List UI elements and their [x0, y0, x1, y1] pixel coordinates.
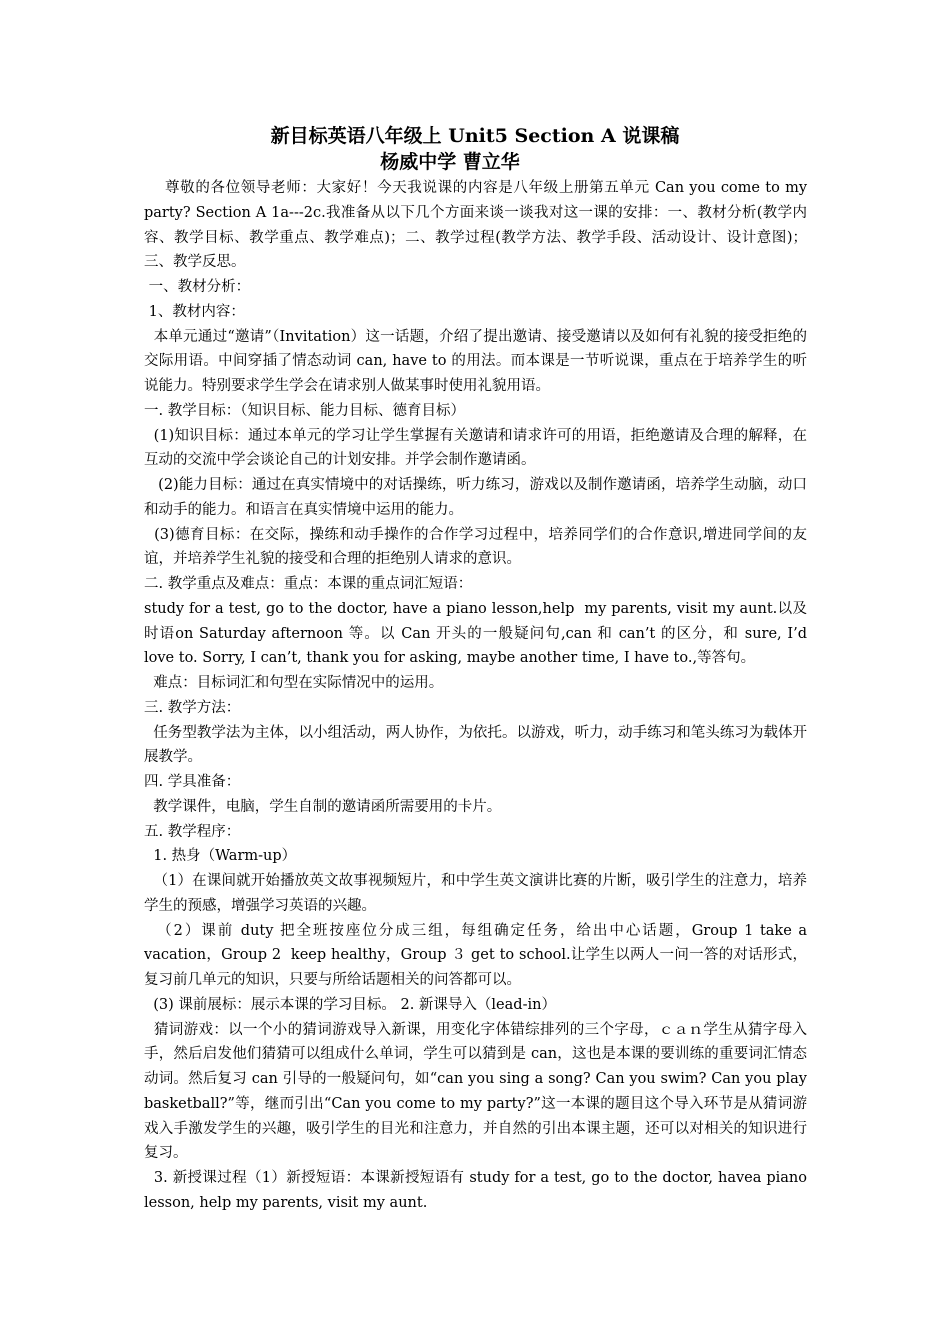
paragraph: study for a test, go to the doctor, have a piano lesson,help my parents, visit my aunt.以及时语on Saturday afternoon 等。以 Can 开头的一般疑问句,can 和 can’t 的区分，和 sure, I’d love to. Sorry, I can’t, thank you for asking, maybe another time, I have to.,等答句。: [144, 600, 812, 667]
paragraph: (3)德育目标：在交际，操练和动手操作的合作学习过程中，培养同学们的合作意识,增进同学间的友谊，并培养学生礼貌的接受和合理的拒绝别人请求的意识。: [144, 526, 807, 568]
document-author: 杨威中学 曹立华: [380, 151, 520, 173]
paragraph: 四. 学具准备：: [144, 774, 241, 790]
document-title: 新目标英语八年级上 Unit5 Section A 说课稿: [270, 125, 680, 147]
paragraph: (1)知识目标：通过本单元的学习让学生掌握有关邀请和请求许可的用语，拒绝邀请及合理的解释，在互动的交流中学会谈论自己的计划安排。并学会制作邀请函。: [144, 427, 807, 469]
paragraph: 难点：目标词汇和句型在实际情况中的运用。: [144, 675, 444, 691]
paragraph: 二. 教学重点及难点：重点：本课的重点词汇短语：: [144, 576, 473, 592]
paragraph: (3) 课前展标：展示本课的学习目标。 2. 新课导入（lead-in）: [144, 996, 556, 1013]
paragraph: （2）课前 duty 把全班按座位分成三组，每组确定任务，给出中心话题，Group 1 take a vacation，Group 2 keep healthy，Group ３ get to school.让学生以两人一问一答的对话形式，复习前几单元的知识，只要与所给话题相关的问答都可以。: [144, 922, 812, 988]
paragraph: 猜词游戏：以一个小的猜词游戏导入新课，用变化字体错综排列的三个字母，ｃａｎ学生从猜字母入手，然后启发他们猜猜可以组成什么单词，学生可以猜到是 can，这也是本课的要训练的重要词汇情态动词。然后复习 can 引导的一般疑问句，如“can you sing a song? Can you swim? Can you play basketball?”等，继而引出“Can you come to my party?”这一本课的题目这个导入环节是从猜词游戏入手激发学生的兴趣，吸引学生的目光和注意力，并自然的引出本课主题，还可以对相关的知识进行复习。: [144, 1021, 812, 1162]
paragraph: 1. 热身（Warm-up）: [144, 848, 297, 865]
paragraph: (2)能力目标：通过在真实情境中的对话操练，听力练习，游戏以及制作邀请函，培养学生动脑，动口和动手的能力。和语言在真实情境中运用的能力。: [144, 477, 807, 518]
document-body: [144, 176, 812, 1216]
paragraph: 尊敬的各位领导老师：大家好！今天我说课的内容是八年级上册第五单元 Can you come to my party? Section A 1a---2c.我准备从以下几个方面来谈一谈我对这一课的安排：一、教材分析(教学内容、教学目标、教学重点、教学难点)；二、教学过程(教学方法、教学手段、活动设计、设计意图)；三、教学反思。: [144, 180, 812, 271]
paragraph: 教学课件，电脑，学生自制的邀请函所需要用的卡片。: [144, 798, 502, 815]
paragraph: 一、教材分析：: [144, 279, 251, 295]
paragraph: 一. 教学目标：（知识目标、能力目标、德育目标）: [144, 402, 465, 419]
paragraph: 3. 新授课过程（1）新授短语：本课新授短语有 study for a test, go to the doctor, havea piano lesson, help my parents, visit my aunt.: [144, 1170, 812, 1211]
paragraph: 三. 教学方法：: [144, 699, 241, 716]
paragraph: 1、教材内容：: [144, 303, 245, 320]
paragraph: 五. 教学程序：: [144, 823, 241, 840]
paragraph: 任务型教学法为主体，以小组活动，两人协作，为依托。以游戏，听力，动手练习和笔头练习为载体开展教学。: [144, 724, 808, 766]
paragraph: （1）在课间就开始播放英文故事视频短片，和中学生英文演讲比赛的片断，吸引学生的注意力，培养学生的预感，增强学习英语的兴趣。: [144, 873, 807, 914]
paragraph: 本单元通过“邀请”（Invitation）这一话题，介绍了提出邀请、接受邀请以及如何有礼貌的接受拒绝的交际用语。中间穿插了情态动词 can, have to 的用法。而本课是一节听说课，重点在于培养学生的听说能力。特别要求学生学会在请求别人做某事时使用礼貌用语。: [144, 328, 808, 394]
